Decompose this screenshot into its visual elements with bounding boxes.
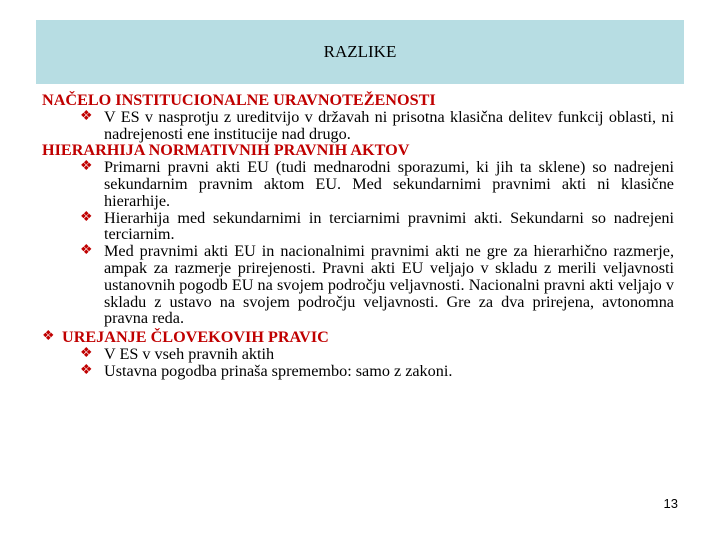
list-item-text: Ustavna pogodba prinaša spremembo: samo z zakoni. [104, 361, 453, 380]
section-heading: UREJANJE ČLOVEKOVIH PRAVIC [62, 328, 329, 347]
diamond-bullet-icon: ❖ [80, 209, 93, 225]
list-item-text: V ES v vseh pravnih aktih [104, 344, 275, 363]
slide-content [42, 92, 674, 380]
list-item [42, 363, 674, 380]
diamond-bullet-icon: ❖ [80, 345, 93, 361]
list-item [42, 346, 674, 363]
section-heading: NAČELO INSTITUCIONALNE URAVNOTEŽENOSTI [42, 91, 436, 109]
diamond-bullet-icon: ❖ [80, 362, 93, 378]
diamond-bullet-icon: ❖ [80, 108, 93, 124]
list-item-text: Med pravnimi akti EU in nacionalnimi pravnimi akti ne gre za hierarhično razmerje, ampak za razmerje prirejenosti. Pravni akti EU veljajo v skladu z merili veljavnosti ustanovnih pogodb EU na svojem področju veljavnosti. Nacionalni pravni akti veljajo v skladu z ustavo na svojem področju veljavnosti. Gre za dva prirejena, avtonomna pravna reda. [104, 242, 674, 328]
diamond-bullet-icon: ❖ [42, 329, 55, 345]
slide-title: RAZLIKE [323, 42, 397, 61]
list-item [42, 243, 674, 327]
section-heading-item [42, 329, 674, 346]
list-item-text: V ES v nasprotju z ureditvijo v državah ni prisotna klasična delitev funkcij oblasti, ni nadrejenosti ene institucije nad drugo. [104, 107, 674, 143]
page-number: 13 [663, 496, 678, 511]
section-heading: HIERARHIJA NORMATIVNIH PRAVNIH AKTOV [42, 141, 410, 160]
diamond-bullet-icon: ❖ [80, 159, 93, 175]
list-item [42, 109, 674, 143]
list-item [42, 159, 674, 209]
slide-header-band [36, 20, 684, 84]
diamond-bullet-icon: ❖ [80, 243, 93, 259]
list-item [42, 210, 674, 244]
list-item-text: Primarni pravni akti EU (tudi mednarodni sporazumi, ki jih ta sklene) so nadrejeni sekundarnim pravnim aktom EU. Med sekundarnimi pravnimi akti ni klasične hierarhije. [104, 158, 674, 210]
list-item-text: Hierarhija med sekundarnimi in terciarnimi pravnimi akti. Sekundarni so nadrejeni terciarnim. [104, 208, 674, 244]
